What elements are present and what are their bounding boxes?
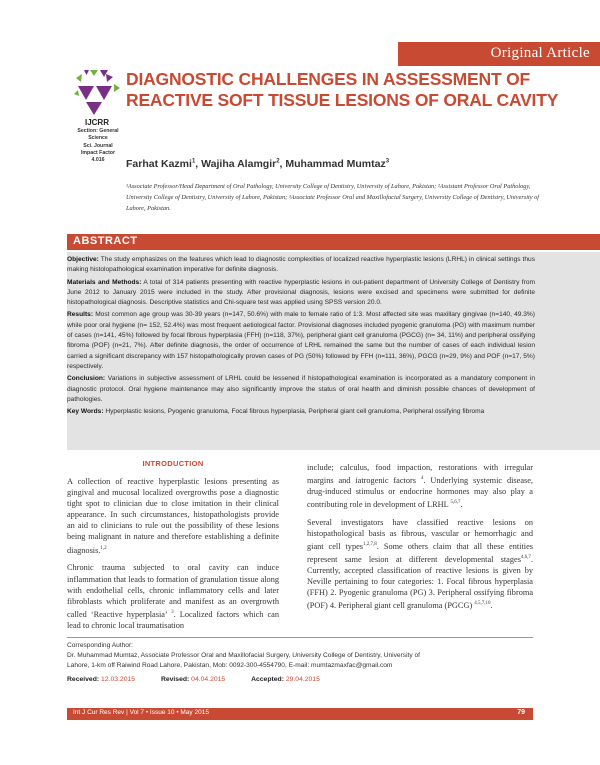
citation-sup: 1,2,7,8 (363, 542, 377, 548)
abstract-methods-label: Materials and Methods: (67, 278, 142, 286)
author-affiliations: ¹Associate Professor/Head Department of Oral Pathology, University College of Dentistry, University of Lahore, Pakistan; ²Assistant Professor Oral Pathology, University College of Dentistry, University of Lahore, Pakistan; ³Associate Professor Oral and Maxillofacial Surgery, University College of Dentistry, University of Lahore, Pakistan. (126, 183, 540, 212)
received-date (67, 676, 135, 683)
abstract-methods (67, 278, 535, 309)
accepted-value: 29.04.2015 (285, 676, 320, 683)
abstract-methods-text: A total of 314 patients presenting with reactive hyperplastic lesions in out-patient department of University College of Dentistry from June 2012 to January 2015 were included in the study. After provisional diagnosis, lesions were excised and specimens were submitted for definite histopathological diagnosis. Descriptive statistics and Chi-square test was applied using SPSS version 20.0. (67, 278, 535, 307)
author-affil-sup: 1 (191, 158, 196, 165)
corresponding-author (67, 641, 533, 671)
author-name: Muhammad Mumtaz (285, 158, 386, 170)
corresponding-line: Dr. Muhammad Mumtaz, Associate Professor Oral and Maxillofacial Surgery, University College of Dentistry, University of (67, 652, 421, 659)
article-type-badge (398, 42, 600, 66)
body-text: . (490, 600, 493, 610)
citation-sup: 5,6,7 (450, 500, 461, 506)
abstract-results-label: Results: (67, 311, 94, 319)
revised-label: Revised: (160, 676, 190, 683)
abstract-keywords-label: Key Words: (67, 408, 104, 416)
received-label: Received: (67, 676, 100, 683)
abstract-conclusion-text: Variations in subjective assessment of LRHL could be lessened if histopathological examination is incorporated as a mandatory component in diagnostic protocol. Oral hygiene maintenance may also significantly improve the status of oral health and diminish possible chances of development of pathologies. (67, 375, 535, 403)
body-text: . Underlying systemic disease, drug-induced stimulus or endocrine hormones may also play a contributing role in development of LRHL (307, 475, 534, 509)
journal-meta (72, 128, 124, 164)
abstract-objective (67, 255, 535, 276)
abstract-box (67, 252, 600, 450)
abstract-heading-bar (67, 234, 600, 250)
journal-meta-line: Science (88, 135, 108, 142)
abstract-conclusion-label: Conclusion: (67, 375, 106, 383)
body-text: Several investigators have classified reactive lesions on histopathological basis as fibrous, vascular or hemorrhagic and giant cell types (307, 517, 533, 551)
journal-meta-line: Sci. Journal (83, 142, 113, 149)
abstract-results-text: Most common age group was 30-39 years (n=147, 50.6%) with male to female ratio of 1:3. Most affected site was maxillary gingivae (n=140, 49.3%) while poor oral hygiene (n= 152, 52.4%) was most frequent aetiological factor. Provisional diagnoses included pyogenic granuloma (PG) with maximum number of cases (n=141, 45%) followed by focal fibrous hyperplasia (FFH) (n=118, 37%), peripheral giant cell granuloma (PGCG) (n= 34, 11%) and peripheral ossifying fibroma (POF) (n=21, 7%). After definite diagnosis, the order of occurrence of LRHL remained the same but the number of cases of each individual lesion carried a significant discrepancy with 157 histopathologically proven cases of PG (50%) followed by FFH (n=111, 36%), PGCG (n=29, 9%) and POF (n=17, 5%) respectively. (67, 311, 535, 370)
page-number: 79 (517, 709, 525, 716)
abstract-objective-text: The study emphasizes on the features which lead to diagnostic complexities of localized reactive hyperplastic lesions (LRHL) in clinical settings thus making histolopathological examination imperative for definite diagnosis. (67, 256, 535, 274)
accepted-label: Accepted: (251, 676, 284, 683)
article-title: DIAGNOSTIC CHALLENGES IN ASSESSMENT OF REACTIVE SOFT TISSUE LESIONS OF ORAL CAVITY (126, 69, 559, 110)
journal-logo-icon (72, 68, 122, 116)
body-text: include; calculus, food impaction, restorations with irregular margins and iatrogenic factors (307, 463, 533, 485)
abstract-conclusion (67, 374, 535, 405)
body-text: . Some others claim that all these entities represent same lesion at different developmental stages (307, 541, 533, 564)
abstract-keywords (67, 407, 535, 417)
journal-abbreviation: IJCRR (84, 118, 109, 127)
revised-date (161, 676, 225, 683)
corresponding-line: Lahore, 1-km off Raiwind Road Lahore, Pakistan, Mob: 0092-300-4554790, E-mail: mumtazmaxfac@gmail.com (67, 662, 393, 669)
journal-meta-line: 4.016 (91, 157, 105, 164)
citation-sup: 4,5,7,10 (474, 601, 491, 607)
corresponding-label: Corresponding Author: (67, 642, 133, 649)
author-affil-sup: 3 (385, 158, 390, 165)
received-value: 12.03.2015 (101, 676, 136, 683)
revised-value: 04.04.2015 (191, 676, 226, 683)
body-text: Chronic trauma subjected to oral cavity can induce inflammation that leads to formation of granulation tissue along with endothelial cells, chronic inflammatory cells and later fibroblasts which proliferate and manifest as an overgrowth called ‘Reactive hyperplasia’ (67, 563, 279, 619)
author-name: Wajiha Alamgir (201, 158, 277, 170)
abstract-heading: ABSTRACT (73, 235, 138, 247)
body-text: A collection of reactive hyperplastic lesions presenting as gingival and mucosal localized overgrowths pose a diagnostic tight spot to clinician due to close imitation in their clinical appearance. In such circumstances, histopathologists provide an aid to clinicians to rule out the possibility of these lesions being malignant in nature and therefore establishing a definite diagnosis. (67, 477, 279, 555)
citation-sup: 3 (171, 609, 174, 615)
abstract-keywords-text: Hyperplastic lesions, Pyogenic granuloma, Focal fibrous hyperplasia, Peripheral giant cell granuloma, Peripheral ossifying fibroma (105, 408, 485, 416)
page-footer (67, 708, 533, 720)
body-text: . Localized factors which can lead to chronic local traumatisation (67, 609, 279, 630)
body-text: . Currently, accepted classification of reactive lesions is given by Neville pertaining to four categories: 1. Focal fibrous hyperplasia (FFH) 2. Pyogenic granuloma (PG) 3. Peripheral ossifying fibroma (POF) 4. Peripheral giant cell granuloma (PGCG) (307, 554, 533, 610)
body-paragraph (307, 517, 533, 611)
abstract-objective-label: Objective: (67, 256, 99, 263)
citation-sup: 4,6,7 (520, 554, 531, 560)
author-name: Farhat Kazmi (126, 158, 192, 170)
body-paragraph (67, 476, 279, 555)
body-paragraph (67, 562, 279, 630)
abstract-text (67, 255, 535, 419)
body-column-right (307, 462, 533, 618)
accepted-date (251, 676, 320, 683)
article-type-label: Original Article (490, 45, 590, 61)
divider (67, 637, 533, 638)
author-list: Farhat Kazmi$^1$, Wajiha Alamgir$^2$, Muhammad Mumtaz$^3$ (126, 158, 390, 170)
author-affil-sup: 2 (276, 158, 280, 165)
citation-sup: 1,2 (100, 545, 107, 551)
body-text: . (460, 499, 463, 509)
footer-citation: Int J Cur Res Rev | Vol 7 • Issue 10 • May 2015 (73, 709, 209, 716)
abstract-results (67, 310, 535, 372)
journal-meta-line: Section: General (77, 128, 119, 134)
journal-meta-line: Impact Factor (80, 149, 115, 156)
submission-dates (67, 676, 533, 683)
citation-sup: 4 (420, 476, 424, 482)
introduction-heading: INTRODUCTION (142, 459, 204, 468)
body-paragraph (307, 462, 533, 510)
body-column-left (67, 476, 279, 638)
